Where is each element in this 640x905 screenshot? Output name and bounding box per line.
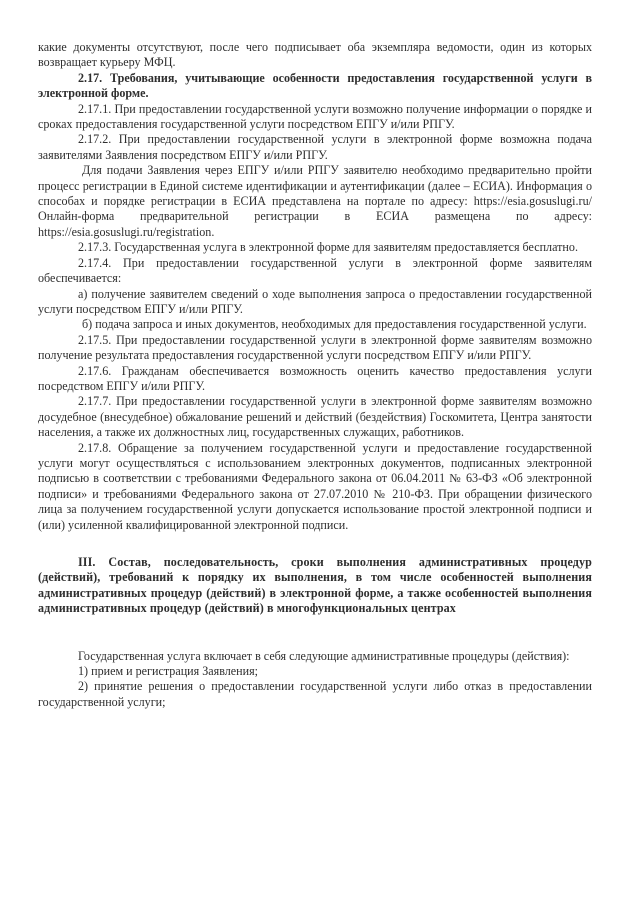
paragraph-2-17-3: 2.17.3. Государственная услуга в электронной форме для заявителям предоставляется бесплатно. [78, 240, 578, 255]
list-item-2: 2) принятие решения о предоставлении государственной услуги либо отказ в предоставлении государственной услуги; [38, 679, 592, 709]
paragraph-2-17-4: 2.17.4. При предоставлении государственной услуги в электронной форме заявителям обеспечивается: [38, 255, 592, 286]
paragraph-item-a: а) получение заявителем сведений о ходе выполнения запроса о предоставлении государственной услуги посредством ЕПГУ и/или РПГУ. [38, 286, 592, 316]
list-item-1: 1) прием и регистрация Заявления; [78, 664, 259, 679]
paragraph-2-17-6: 2.17.6. Гражданам обеспечивается возможность оценить качество предоставления услуги посредством ЕПГУ и/или РПГУ. [38, 363, 592, 393]
paragraph-2-17-7: 2.17.7. При предоставлении государственной услуги в электронной форме заявителям возможно досудебное (внесудебное) обжалование решений и действий (бездействия) Госкомитета, Центра занятости населения, а также их должностных лиц, государственных служащих, работников. [38, 394, 592, 440]
paragraph-2-17-8: 2.17.8. Обращение за получением государственной услуги и предоставление государственной услуги могут осуществляться с использованием электронных документов, подписанных электронной подписью в соответствии с требованиями Федерального закона от 06.04.2011 № 63-ФЗ «Об электронной подписи» и требованиями Федерального закона от 27.07.2010 № 210-ФЗ. При обращении физического лица за получением государственной услуги допускается использование простой электронной подписи и (или) усиленной квалифицированной электронной подписи. [38, 440, 592, 532]
heading-2-17: 2.17. Требования, учитывающие особенности предоставления государственной услуги в электронной форме. [38, 70, 592, 101]
paragraph-esia-registration: Для подачи Заявления через ЕПГУ и/или РПГУ заявителю необходимо предварительно пройти процесс регистрации в Единой системе идентификации и аутентификации (далее – ЕСИА). Информация о способах и порядке регистрации в ЕСИА представлена на портале по адресу: https://esia.gosuslugi.ru/ Онлайн-форма предварительной регистрации в ЕСИА размещена по адресу: https://esia.gosuslugi.ru/registration. [38, 163, 592, 239]
section-title: III. Состав, последовательность, сроки выполнения административных процедур (действий), требований к порядку их выполнения, в том числе особенностей выполнения административных процедур (действий) в электронной форме, а также особенностей выполнения административных процедур (действий) в многофункциональных центрах [38, 555, 592, 616]
paragraph-2-17-5: 2.17.5. При предоставлении государственной услуги в электронной форме заявителям возможно получение результата предоставления государственной услуги посредством ЕПГУ и/или РПГУ. [38, 332, 592, 363]
paragraph-continuation: какие документы отсутствуют, после чего подписывает оба экземпляра ведомости, один из которых возвращает курьеру МФЦ. [38, 40, 592, 70]
paragraph-2-17-1: 2.17.1. При предоставлении государственной услуги возможно получение информации о порядке и сроках предоставления государственной услуги посредством ЕПГУ и/или РПГУ. [38, 101, 592, 132]
paragraph-2-17-2: 2.17.2. При предоставлении государственной услуги в электронной форме возможна подача заявителями Заявления посредством ЕПГУ и/или РПГУ. [38, 132, 592, 162]
paragraph-item-b: б) подача запроса и иных документов, необходимых для предоставления государственной услуги. [82, 317, 587, 332]
paragraph-intro: Государственная услуга включает в себя следующие административные процедуры (действия): [78, 648, 570, 663]
